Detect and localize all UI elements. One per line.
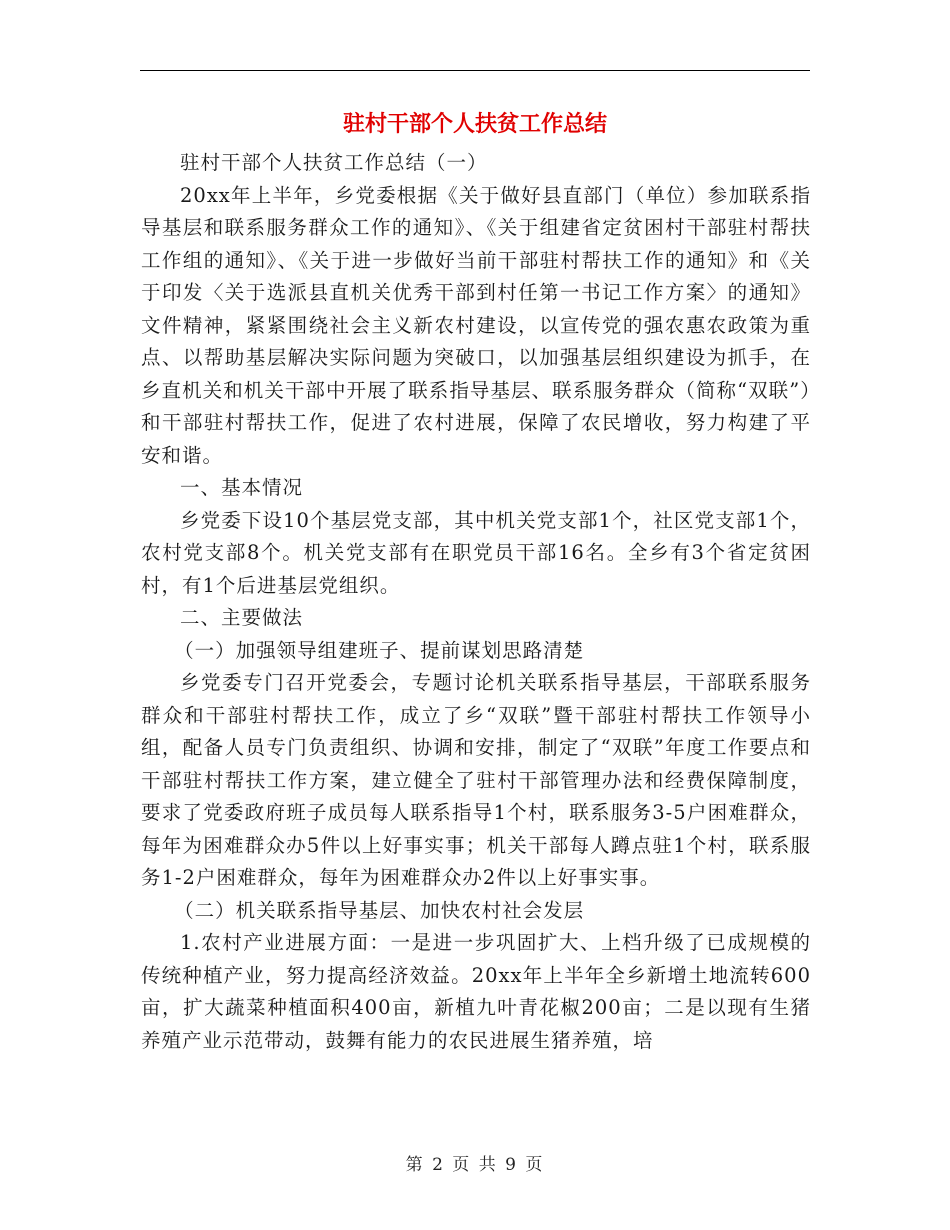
page-number: 第 2 页 共 9 页: [405, 1155, 545, 1175]
section-heading: 二、主要做法: [180, 606, 304, 629]
body-paragraph: 20xx年上半年，乡党委根据《关于做好县直部门（单位）参加联系指导基层和联系服务群众工作的通知》、《关于组建省定贫困村干部驻村帮扶工作组的通知》、《关于进一步做好当前干部驻村帮扶工作的通知》和《关于印发〈关于选派县直机关优秀干部到村任第一书记工作方案〉的通知》文件精神，紧紧围绕社会主义新农村建设，以宣传党的强农惠农政策为重点、以帮助基层解决实际问题为突破口，以加强基层组织建设为抓手，在乡直机关和机关干部中开展了联系指导基层、联系服务群众（简称“双联”）和干部驻村帮扶工作，促进了农村进展，保障了农民增收，努力构建了平安和谐。: [141, 183, 811, 467]
body-paragraph: 乡党委下设10个基层党支部，其中机关党支部1个，社区党支部1个，农村党支部8个。机关党支部有在职党员干部16名。全乡有3个省定贫困村，有1个后进基层党组织。: [141, 508, 811, 597]
body-paragraph: 1.农村产业进展方面：一是进一步巩固扩大、上档升级了已成规模的传统种植产业，努力提高经济效益。20xx年上半年全乡新增土地流转600亩，扩大蔬菜种植面积400亩，新植九叶青花椒200亩；二是以现有生猪养殖产业示范带动，鼓舞有能力的农民进展生猪养殖，培: [141, 931, 811, 1052]
document-body: [141, 147, 811, 1057]
section-heading: 一、基本情况: [180, 476, 304, 499]
document-title: 驻村干部个人扶贫工作总结: [342, 112, 607, 137]
section-heading: 驻村干部个人扶贫工作总结（一）: [180, 151, 488, 174]
body-paragraph: 乡党委专门召开党委会，专题讨论机关联系指导基层，干部联系服务群众和干部驻村帮扶工作，成立了乡“双联”暨干部驻村帮扶工作领导小组，配备人员专门负责组织、协调和安排，制定了“双联”年度工作要点和干部驻村帮扶工作方案，建立健全了驻村干部管理办法和经费保障制度，要求了党委政府班子成员每人联系指导1个村，联系服务3-5户困难群众，每年为困难群众办5件以上好事实事；机关干部每人蹲点驻1个村，联系服务1-2户困难群众，每年为困难群众办2件以上好事实事。: [141, 671, 811, 889]
subsection-heading: （二）机关联系指导基层、加快农村社会发层: [174, 898, 585, 922]
header-rule: [140, 70, 810, 71]
subsection-heading: （一）加强领导组建班子、提前谋划思路清楚: [174, 638, 585, 662]
